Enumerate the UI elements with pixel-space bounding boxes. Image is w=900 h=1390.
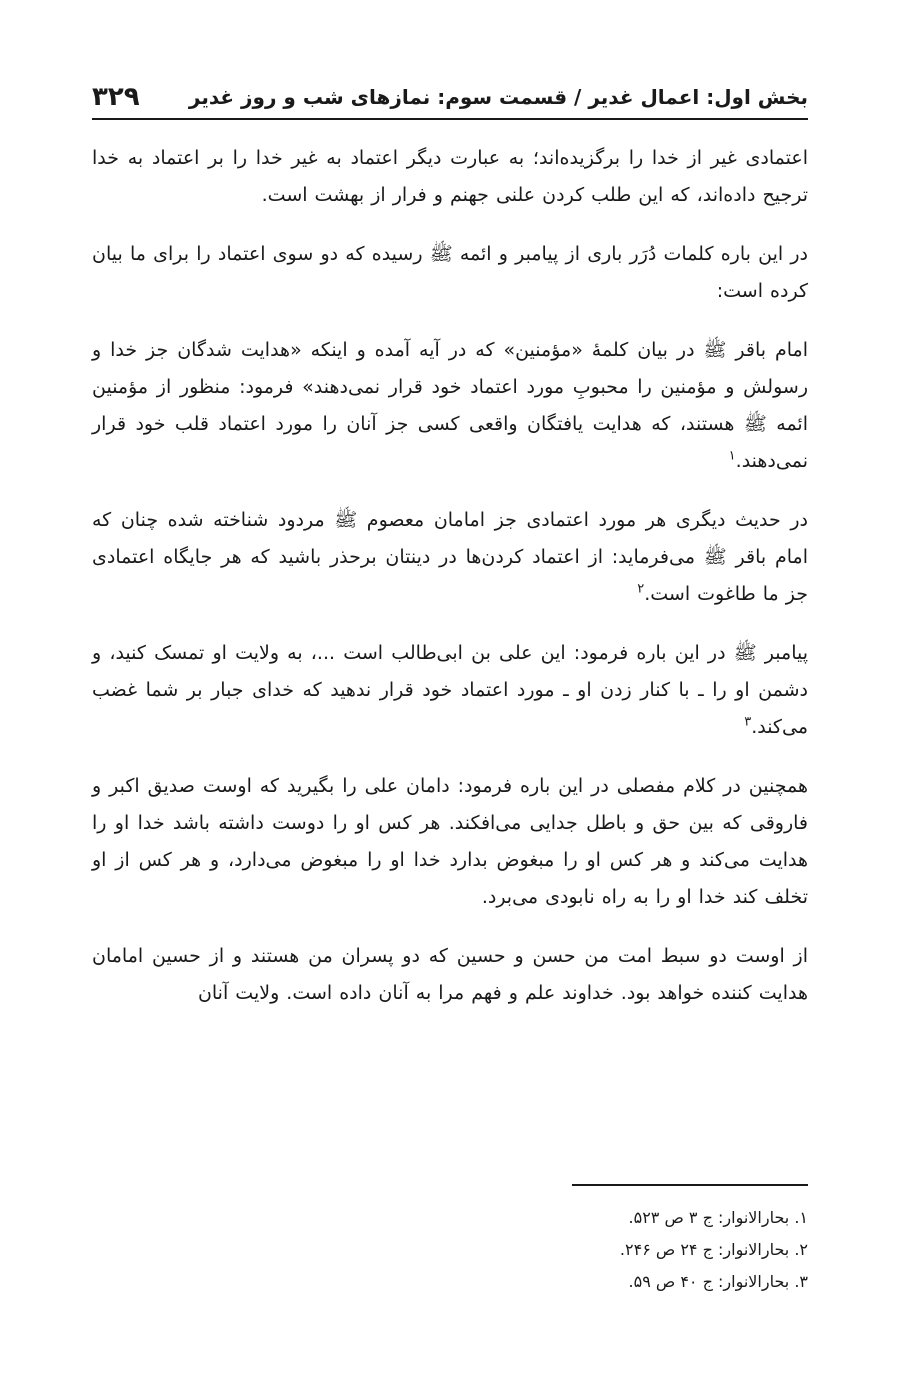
paragraph-text: در این باره کلمات دُرَر باری از پیامبر و ائمه ﷺ رسیده که دو سوی اعتماد را برای ما بیان کرده است: bbox=[92, 243, 808, 302]
footnote: ۲. بحارالانوار: ج ۲۴ ص ۲۴۶. bbox=[619, 1240, 808, 1259]
paragraph-text: پیامبر ﷺ در این باره فرمود: این علی بن ابی‌طالب است ...، به ولایت او تمسک کنید، و دشمن او را ـ با کنار زدن او ـ مورد اعتماد خود قرار ندهید که خدای جبار بر شما غضب می‌کند. bbox=[92, 642, 808, 738]
paragraph-text: از اوست دو سبط امت من حسن و حسین که دو پسران من هستند و از حسین امامان هدایت کننده خواهد بود. خداوند علم و فهم مرا به آنان داده است. ولایت آنان bbox=[92, 945, 808, 1004]
paragraph bbox=[92, 140, 808, 214]
paragraph-text: همچنین در کلام مفصلی در این باره فرمود: دامان علی را بگیرید که اوست صدیق اکبر و فاروقی که بین حق و باطل جدایی می‌افکند. هر کس او را دوست داشته باشد خدا او را هدایت می‌کند و هر کس او را مبغوض بدارد خدا او را مبغوض می‌دارد، و هر کس از او تخلف کند خدا او را به راه نابودی می‌برد. bbox=[92, 775, 808, 908]
page-number: ۳۲۹ bbox=[92, 82, 140, 112]
footnote-rule bbox=[572, 1184, 808, 1186]
footnote: ۱. بحارالانوار: ج ۳ ص ۵۲۳. bbox=[628, 1208, 808, 1227]
paragraph bbox=[92, 938, 808, 1012]
paragraph bbox=[92, 502, 808, 613]
paragraph-text: اعتمادی غیر از خدا را برگزیده‌اند؛ به عبارت دیگر اعتماد به غیر خدا را بر اعتماد به خدا ترجیح داده‌اند، که این طلب کردن علنی جهنم و فرار از بهشت است. bbox=[92, 147, 808, 206]
header-rule bbox=[92, 118, 808, 120]
paragraph bbox=[92, 332, 808, 480]
page-header bbox=[92, 74, 808, 114]
paragraph bbox=[92, 768, 808, 916]
footnote-marker: ۱ bbox=[728, 448, 736, 464]
footnote-marker: ۳ bbox=[744, 714, 752, 730]
body-text bbox=[92, 140, 808, 1034]
footnotes bbox=[92, 1202, 808, 1298]
paragraph bbox=[92, 635, 808, 746]
footnote: ۳. بحارالانوار: ج ۴۰ ص ۵۹. bbox=[628, 1272, 808, 1291]
paragraph bbox=[92, 236, 808, 310]
running-head: بخش اول: اعمال غدیر / قسمت سوم: نمازهای شب و روز غدیر bbox=[188, 85, 808, 109]
paragraph-text: در حدیث دیگری هر مورد اعتمادی جز امامان معصوم ﷺ مردود شناخته شده چنان که امام باقر ﷺ می‌فرماید: از اعتماد کردن‌ها در دینتان برحذر باشید که هر جایگاه اعتمادی جز ما طاغوت است. bbox=[92, 509, 808, 605]
paragraph-text: امام باقر ﷺ در بیان کلمهٔ «مؤمنین» که در آیه آمده و اینکه «هدایت شدگان جز خدا و رسولش و مؤمنین را محبوبِ مورد اعتماد خود قرار نمی‌دهند» فرمود: منظور از مؤمنین ائمه ﷺ هستند، که هدایت یافتگان واقعی کسی جز آنان را مورد اعتماد قلب خود قرار نمی‌دهند. bbox=[92, 339, 808, 472]
footnote-marker: ۲ bbox=[637, 581, 645, 597]
